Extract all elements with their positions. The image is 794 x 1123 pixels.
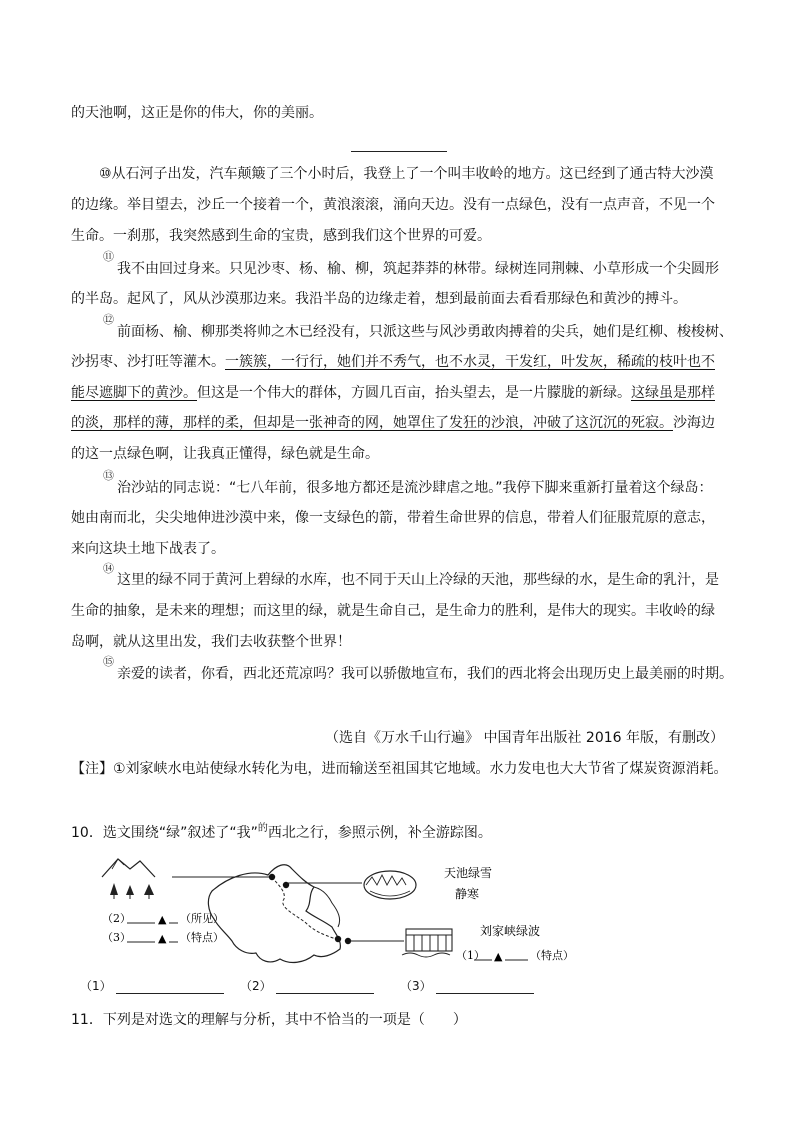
paragraph-12-line-2 xyxy=(71,352,731,372)
paragraph-13-line-3: 来向这块土地下战表了。 xyxy=(71,541,225,557)
answer-label-3: （3） xyxy=(400,979,432,993)
passage-line: 的天池啊，这正是你的伟大，你的美丽。 xyxy=(71,105,323,121)
question-10-suffix: 西北之行，参照示例，补全游踪图。 xyxy=(267,825,492,841)
question-10 xyxy=(71,822,492,842)
label-2-tail: （所见） xyxy=(180,912,224,925)
answer-line xyxy=(276,981,374,994)
tree-icons xyxy=(110,883,154,899)
label-jinghan: 静寒 xyxy=(455,887,480,901)
paragraph-12-line-4 xyxy=(71,413,731,433)
underlined-sentence-b: 这绿虽是那样 xyxy=(631,385,715,401)
paragraph-10-line-2: 的边缘。举目望去，沙丘一个接着一个，黄浪滚滚，涌向天边。没有一点绿色，没有一点声音，不见一个 xyxy=(71,197,715,213)
northwest-map-outline xyxy=(208,865,340,963)
route-path xyxy=(272,877,336,939)
paragraph-12-text: 沙海边 xyxy=(673,415,715,431)
label-3: （3） xyxy=(102,931,131,944)
answer-line xyxy=(116,981,224,994)
paragraph-11-line-1: 我不由回过身来。只见沙枣、杨、榆、柳，筑起莽莽的林带。绿树连同荆棘、小草形成一个尖圆形 xyxy=(117,261,719,277)
paragraph-15-line-1: 亲爱的读者，你看，西北还荒凉吗？我可以骄傲地宣布，我们的西北将会出现历史上最美丽的时期。 xyxy=(117,666,733,682)
paragraph-12-text: 沙拐枣、沙打旺等灌木。 xyxy=(71,354,225,370)
label-2: （2） xyxy=(102,912,131,925)
underlined-sentence-b-end: 的淡，那样的薄，那样的柔，但却是一张神奇的网，她罩住了发狂的沙浪，冲破了这沉沉的死寂。 xyxy=(71,415,673,431)
paragraph-10-line-3: 生命。一刹那，我突然感到生命的宝贵，感到我们这个世界的可爱。 xyxy=(71,228,491,244)
answer-blank-2[interactable] xyxy=(240,977,374,994)
paragraph-13-line-2: 她由南而北，尖尖地伸进沙漠中来，像一支绿色的箭，带着生命世界的信息，带着人们征服荒原的意志， xyxy=(71,510,715,526)
answer-label-1: （1） xyxy=(80,979,112,993)
paragraph-12-marker: ⑫ xyxy=(103,313,114,326)
stop-dot xyxy=(269,874,275,880)
label-1: （1） xyxy=(456,949,485,962)
paragraph-13-line-1: 治沙站的同志说：“七八年前，很多地方都还是流沙肆虐之地。”我停下脚来重新打量着这个绿岛： xyxy=(117,480,713,496)
paragraph-12-text: 但这是一个伟大的群体，方圆几百亩，抬头望去，是一片朦胧的新绿。 xyxy=(197,385,631,401)
paragraph-12-line-5: 的这一点绿色啊，让我真正懂得，绿色就是生命。 xyxy=(71,446,379,462)
paragraph-14-line-1: 这里的绿不同于黄河上碧绿的水库，也不同于天山上冷绿的天池，那些绿的水，是生命的乳汁，是 xyxy=(117,572,719,588)
answer-label-2: （2） xyxy=(240,979,272,993)
paragraph-10-line-1: ⑩从石河子出发，汽车颠簸了三个小时后，我登上了一个叫丰收岭的地方。这已经到了通古特大沙漠 xyxy=(99,166,714,182)
footnote: 【注】①刘家峡水电站使绿水转化为电，进而输送至祖国其它地域。水力发电也大大节省了煤炭资源消耗。 xyxy=(71,761,728,777)
paragraph-11-marker: ⑪ xyxy=(103,250,114,263)
label-1-tail: （特点） xyxy=(530,949,574,962)
dam-icon xyxy=(402,929,452,957)
paragraph-15-marker: ⑮ xyxy=(103,655,114,668)
paragraph-12-line-3 xyxy=(71,383,731,403)
answer-blank-1[interactable] xyxy=(80,977,224,994)
paragraph-12-line-1: 前面杨、榆、柳那类将帅之木已经没有，只派这些与风沙勇敢肉搏着的尖兵，她们是红柳、梭梭树、 xyxy=(117,324,733,340)
question-10-prefix: 10．选文围绕“绿”叙述了“我” xyxy=(71,825,258,841)
triangle-icon: ▲ xyxy=(158,913,167,926)
question-10-small-char: 的 xyxy=(257,823,268,834)
journey-map-figure xyxy=(100,855,600,973)
answer-line xyxy=(436,981,534,994)
tianchi-lake-icon xyxy=(364,871,416,899)
triangle-icon: ▲ xyxy=(158,932,167,945)
question-11: 11．下列是对选文的理解与分析，其中不恰当的一项是（ ） xyxy=(71,1012,467,1028)
underlined-sentence-a-end: 能尽遮脚下的黄沙。 xyxy=(71,385,197,401)
section-divider xyxy=(351,151,447,152)
answer-blank-3[interactable] xyxy=(400,977,534,994)
triangle-icon: ▲ xyxy=(494,950,503,963)
underlined-sentence-a: 一簇簇，一行行，她们并不秀气，也不水灵，干发红，叶发灰，稀疏的枝叶也不 xyxy=(225,354,715,370)
label-3-tail: （特点） xyxy=(180,931,224,944)
paragraph-14-marker: ⑭ xyxy=(103,562,114,575)
paragraph-11-line-2: 的半岛。起风了，风从沙漠那边来。我沿半岛的边缘走着，想到最前面去看看那绿色和黄沙的搏斗。 xyxy=(71,291,687,307)
paragraph-14-line-2: 生命的抽象，是未来的理想；而这里的绿，就是生命自己，是生命力的胜利，是伟大的现实。丰收岭的绿 xyxy=(71,603,715,619)
mountain-icon xyxy=(102,859,155,877)
label-liujiaxia: 刘家峡绿波 xyxy=(480,924,541,938)
source-citation: （选自《万水千山行遍》 中国青年出版社 2016 年版，有删改） xyxy=(325,730,724,746)
paragraph-14-line-3: 岛啊，就从这里出发，我们去收获整个世界！ xyxy=(71,634,351,650)
stop-dot xyxy=(335,936,341,942)
paragraph-13-marker: ⑬ xyxy=(103,469,114,482)
label-tianchi: 天池绿雪 xyxy=(444,866,493,880)
